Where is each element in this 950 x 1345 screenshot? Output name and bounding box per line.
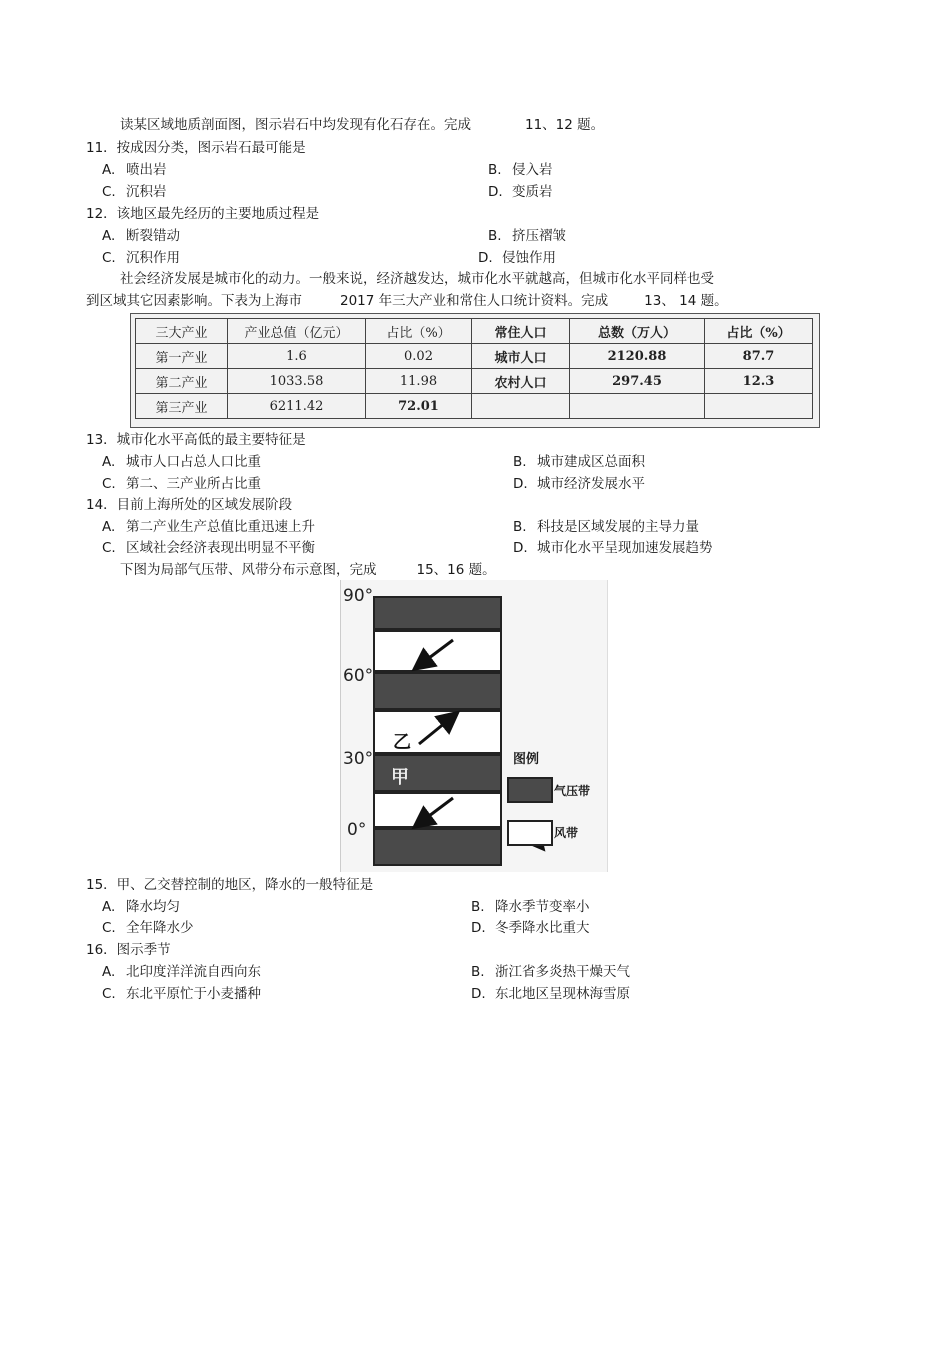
table-cell: 2120.88: [570, 344, 705, 369]
table-row: [136, 394, 813, 419]
option-text: 沉积岩: [126, 184, 167, 200]
option-text: 科技是区域发展的主导力量: [537, 519, 699, 535]
option-text: 沉积作用: [126, 250, 180, 266]
table-cell: 87.7: [705, 344, 813, 369]
table-cell: 1.6: [228, 344, 366, 369]
table-cell: 第三产业: [136, 394, 228, 419]
option-letter: C.: [102, 476, 116, 492]
intro-13-14-line2-c: 13、 14 题。: [644, 293, 728, 309]
question-16-option-a[interactable]: [102, 963, 261, 981]
pressure-wind-belt-diagram: [340, 580, 608, 872]
arrow-westerlies-icon: [419, 718, 451, 744]
table-header-cell: 常住人口: [472, 319, 570, 344]
question-11-option-b[interactable]: [488, 161, 553, 179]
question-13-stem: 13．城市化水平高低的最主要特征是: [86, 432, 306, 448]
intro-13-14-line2: [86, 292, 728, 310]
option-letter: A.: [102, 162, 116, 178]
question-14-option-d[interactable]: [513, 539, 713, 557]
intro-11-12-text: 读某区域地质剖面图，图示岩石中均发现有化石存在。完成: [120, 117, 471, 133]
legend-pressure-swatch: [507, 777, 553, 803]
question-13-option-d[interactable]: [513, 475, 645, 493]
option-text: 东北地区呈现林海雪原: [495, 986, 630, 1002]
statistics-table: [135, 318, 813, 419]
option-letter: B.: [488, 228, 502, 244]
question-12-option-d[interactable]: [478, 249, 556, 267]
legend-wind-label: 风带: [554, 826, 579, 840]
option-letter: D.: [513, 540, 528, 556]
question-16-stem: 16．图示季节: [86, 942, 171, 958]
question-14-option-c[interactable]: [102, 539, 315, 557]
table-header-cell: 占比（%）: [366, 319, 472, 344]
table-cell: 6211.42: [228, 394, 366, 419]
option-text: 挤压褶皱: [512, 228, 566, 244]
option-letter: A.: [102, 519, 116, 535]
legend-pressure-label: 气压带: [554, 784, 591, 798]
table-row: [136, 369, 813, 394]
option-letter: C.: [102, 986, 116, 1002]
table-row: [136, 344, 813, 369]
question-11-option-a[interactable]: [102, 161, 167, 179]
option-letter: B.: [513, 519, 527, 535]
intro-15-16: [120, 561, 496, 579]
option-letter: B.: [471, 899, 485, 915]
question-15-option-c[interactable]: [102, 919, 194, 937]
table-cell: 0.02: [366, 344, 472, 369]
legend-title: 图例: [513, 752, 540, 767]
intro-13-14-line2-b: 2017 年三大产业和常住人口统计资料。完成: [340, 293, 609, 309]
table-header-row: [136, 319, 813, 344]
question-12-option-a[interactable]: [102, 227, 180, 245]
question-15-option-a[interactable]: [102, 898, 180, 916]
table-cell: 农村人口: [472, 369, 570, 394]
question-13-option-b[interactable]: [513, 453, 645, 471]
option-text: 断裂错动: [126, 228, 180, 244]
table-cell: 1033.58: [228, 369, 366, 394]
table-cell: 第一产业: [136, 344, 228, 369]
option-text: 浙江省多炎热干燥天气: [495, 964, 630, 980]
option-text: 喷出岩: [126, 162, 167, 178]
option-letter: D.: [471, 920, 486, 936]
option-text: 城市人口占总人口比重: [126, 454, 261, 470]
option-text: 城市化水平呈现加速发展趋势: [537, 540, 713, 556]
question-13-option-c[interactable]: [102, 475, 261, 493]
intro-15-16-ref: 15、16 题。: [416, 562, 496, 578]
option-letter: C.: [102, 920, 116, 936]
option-letter: A.: [102, 964, 116, 980]
label-yi: 乙: [393, 732, 411, 753]
latitude-label-90: 90°: [343, 586, 374, 606]
question-15-option-d[interactable]: [471, 919, 590, 937]
option-letter: B.: [471, 964, 485, 980]
question-15-option-b[interactable]: [471, 898, 590, 916]
table-header-cell: 占比（%）: [705, 319, 813, 344]
option-letter: C.: [102, 184, 116, 200]
table-cell: 297.45: [570, 369, 705, 394]
latitude-label-0: 0°: [347, 820, 367, 840]
statistics-table-image: [130, 313, 820, 428]
option-text: 第二、三产业所占比重: [126, 476, 261, 492]
arrow-trade-winds-icon: [421, 798, 453, 822]
question-16-option-b[interactable]: [471, 963, 630, 981]
question-14-option-a[interactable]: [102, 518, 315, 536]
intro-13-14-line2-a: 到区域其它因素影响。下表为上海市: [86, 293, 302, 309]
option-letter: B.: [488, 162, 502, 178]
option-letter: A.: [102, 454, 116, 470]
option-text: 变质岩: [512, 184, 553, 200]
option-letter: A.: [102, 899, 116, 915]
table-header-cell: 产业总值（亿元）: [228, 319, 366, 344]
question-12-option-c[interactable]: [102, 249, 180, 267]
latitude-label-30: 30°: [343, 749, 374, 769]
table-header-cell: 总数（万人）: [570, 319, 705, 344]
question-11-stem: 11．按成因分类，图示岩石最可能是: [86, 140, 306, 156]
question-14-stem: 14．目前上海所处的区域发展阶段: [86, 497, 293, 513]
option-letter: D.: [488, 184, 503, 200]
question-15-stem: 15．甲、乙交替控制的地区，降水的一般特征是: [86, 877, 374, 893]
intro-11-12-ref: 11、12 题。: [525, 117, 605, 133]
option-letter: B.: [513, 454, 527, 470]
question-13-option-a[interactable]: [102, 453, 261, 471]
question-12-stem: 12．该地区最先经历的主要地质过程是: [86, 206, 320, 222]
option-letter: C.: [102, 540, 116, 556]
option-text: 城市建成区总面积: [537, 454, 645, 470]
arrow-polar-easterlies-icon: [421, 640, 453, 664]
option-letter: C.: [102, 250, 116, 266]
question-16-option-c[interactable]: [102, 985, 261, 1003]
table-header-cell: 三大产业: [136, 319, 228, 344]
legend-wind-swatch: [507, 820, 553, 846]
option-text: 东北平原忙于小麦播种: [126, 986, 261, 1002]
option-text: 第二产业生产总值比重迅速上升: [126, 519, 315, 535]
table-cell: 72.01: [366, 394, 472, 419]
option-letter: D.: [513, 476, 528, 492]
option-letter: D.: [478, 250, 493, 266]
intro-15-16-text: 下图为局部气压带、风带分布示意图，完成: [120, 562, 377, 578]
question-16-option-d[interactable]: [471, 985, 630, 1003]
option-text: 降水均匀: [126, 899, 180, 915]
label-jia: 甲: [391, 767, 409, 788]
table-cell: [570, 394, 705, 419]
option-text: 冬季降水比重大: [495, 920, 590, 936]
intro-13-14-line1: 社会经济发展是城市化的动力。一般来说，经济越发达，城市化水平就越高，但城市化水平同样也受: [120, 271, 714, 287]
intro-11-12: [120, 116, 604, 134]
question-11-option-d[interactable]: [488, 183, 553, 201]
option-text: 降水季节变率小: [495, 899, 590, 915]
table-cell: 11.98: [366, 369, 472, 394]
table-cell: [705, 394, 813, 419]
option-text: 区域社会经济表现出明显不平衡: [126, 540, 315, 556]
table-cell: 城市人口: [472, 344, 570, 369]
option-text: 侵蚀作用: [502, 250, 556, 266]
option-text: 全年降水少: [126, 920, 194, 936]
table-cell: 12.3: [705, 369, 813, 394]
question-11-option-c[interactable]: [102, 183, 167, 201]
table-cell: [472, 394, 570, 419]
question-14-option-b[interactable]: [513, 518, 699, 536]
option-text: 侵入岩: [512, 162, 553, 178]
latitude-label-60: 60°: [343, 666, 374, 686]
option-text: 北印度洋洋流自西向东: [126, 964, 261, 980]
option-letter: A.: [102, 228, 116, 244]
option-letter: D.: [471, 986, 486, 1002]
table-cell: 第二产业: [136, 369, 228, 394]
option-text: 城市经济发展水平: [537, 476, 645, 492]
question-12-option-b[interactable]: [488, 227, 566, 245]
